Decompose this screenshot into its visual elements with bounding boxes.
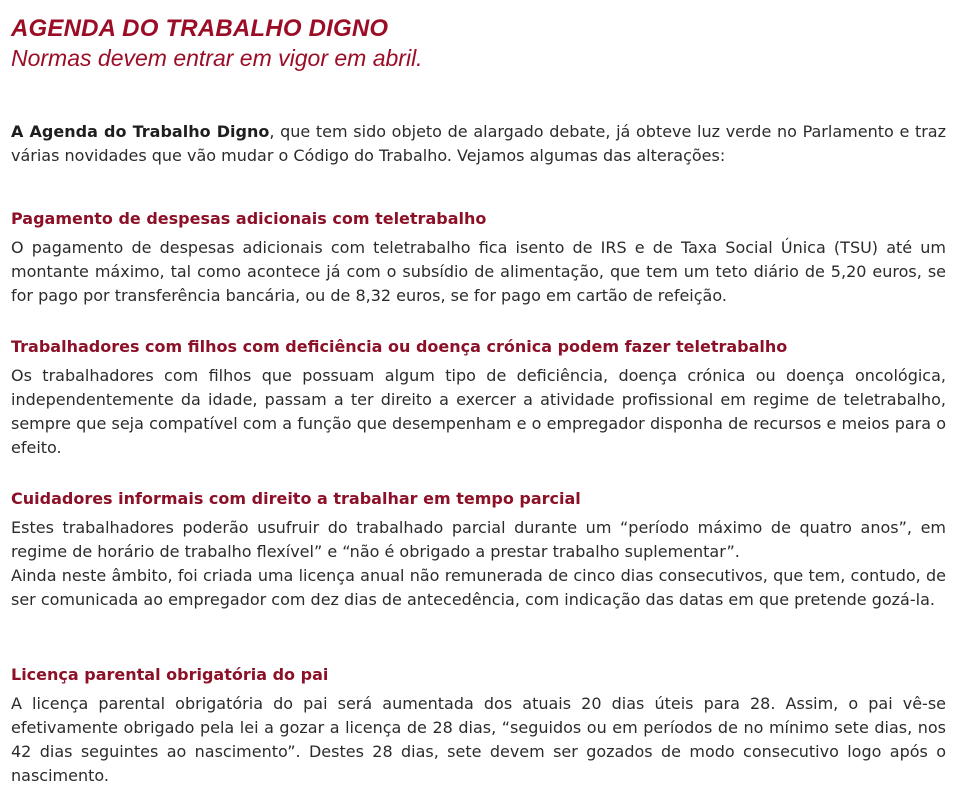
article xyxy=(11,14,947,785)
section-heading: Pagamento de despesas adicionais com teletrabalho xyxy=(11,209,487,228)
section-teletrabalho-despesas xyxy=(11,208,946,308)
section-heading: Licença parental obrigatória do pai xyxy=(11,665,329,684)
section-paragraph: O pagamento de despesas adicionais com teletrabalho fica isento de IRS e de Taxa Social Única (TSU) até um montante máximo, tal como acontece já com o subsídio de alimentação, que tem um teto diário de 5,20 euros, se for pago por transferência bancária, ou de 8,32 euros, se for pago em cartão de refeição. xyxy=(11,238,946,305)
section-licenca-parental xyxy=(11,664,946,788)
article-title: AGENDA DO TRABALHO DIGNO xyxy=(11,15,389,42)
intro-text: , que tem sido objeto de alargado debate, já obteve luz verde no Parlamento e traz várias novidades que vão mudar o Código do Trabalho. Vejamos algumas das alterações: xyxy=(11,122,947,165)
section-paragraph: Ainda neste âmbito, foi criada uma licença anual não remunerada de cinco dias consecutivos, que tem, contudo, de ser comunicada ao empregador com dez dias de antecedência, com indicação das datas em que pretende gozá-la. xyxy=(11,566,946,609)
section-heading: Cuidadores informais com direito a trabalhar em tempo parcial xyxy=(11,489,581,508)
section-paragraph: Estes trabalhadores poderão usufruir do trabalhado parcial durante um “período máximo de quatro anos”, em regime de horário de trabalho flexível” e “não é obrigado a prestar trabalho suplementar”. xyxy=(11,518,946,561)
section-heading: Trabalhadores com filhos com deficiência ou doença crónica podem fazer teletrabalho xyxy=(11,337,788,356)
intro-paragraph xyxy=(11,120,946,168)
article-subtitle: Normas devem entrar em vigor em abril. xyxy=(11,45,423,71)
section-paragraph: A licença parental obrigatória do pai será aumentada dos atuais 20 dias úteis para 28. Assim, o pai vê-se efetivamente obrigado pela lei a gozar a licença de 28 dias, “seguidos ou em períodos de no mínimo sete dias, nos 42 dias seguintes ao nascimento”. Destes 28 dias, sete devem ser gozados de modo consecutivo logo após o nascimento. xyxy=(11,694,946,785)
section-paragraph: Os trabalhadores com filhos que possuam algum tipo de deficiência, doença crónica ou doença oncológica, independentemente da idade, passam a ter direito a exercer a atividade profissional em regime de teletrabalho, sempre que seja compatível com a função que desempenham e o empregador disponha de recursos e meios para o efeito. xyxy=(11,366,946,457)
section-cuidadores-informais xyxy=(11,488,946,612)
intro-lead-bold: A Agenda do Trabalho Digno xyxy=(11,122,270,141)
section-filhos-deficiencia xyxy=(11,336,946,460)
